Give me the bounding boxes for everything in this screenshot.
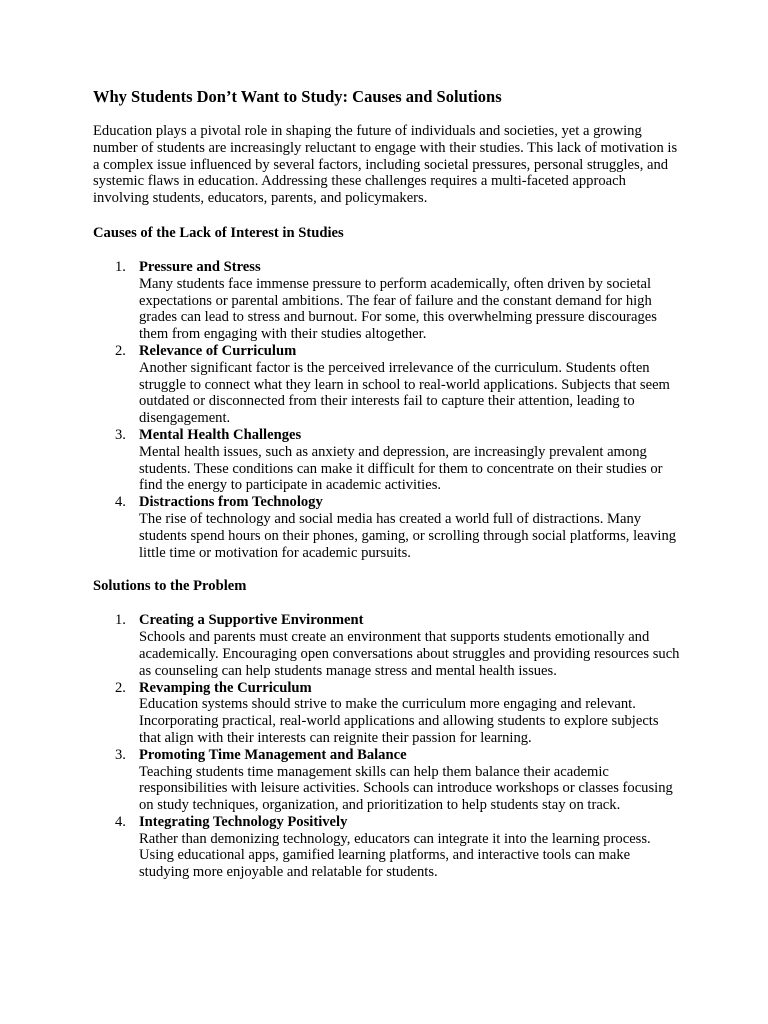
solutions-list — [93, 612, 683, 881]
list-item-number: 2. — [115, 342, 126, 359]
list-item-body: Schools and parents must create an environment that supports students emotionally and academically. Encouraging open conversations about struggles and providing resources such as counseling can help students manage stress and mental health issues. — [139, 629, 680, 679]
document-page — [93, 86, 683, 898]
list-item — [93, 427, 683, 494]
list-item — [93, 343, 683, 427]
list-item-body: Another significant factor is the perceived irrelevance of the curriculum. Students often struggle to connect what they learn in school to real-world applications. Subjects that seem outdated or disconnected from their interests fail to capture their attention, leading to disengagement. — [139, 359, 670, 427]
list-item-title: Distractions from Technology — [139, 494, 323, 511]
solutions-heading: Solutions to the Problem — [93, 578, 247, 595]
list-item-body: The rise of technology and social media has created a world full of distractions. Many students spend hours on their phones, gaming, or scrolling through social platforms, leaving little time or motivation for academic pursuits. — [139, 510, 677, 561]
list-item-body: Many students face immense pressure to perform academically, often driven by societal expectations or parental ambitions. The fear of failure and the constant demand for high grades can lead to stress and burnout. For some, this overwhelming pressure discourages them from engaging with their studies altogether. — [139, 275, 657, 343]
list-item-body: Rather than demonizing technology, educators can integrate it into the learning process. Using educational apps, gamified learning platforms, and interactive tools can make studying more enjoyable and relatable for students. — [139, 830, 651, 881]
list-item-number: 3. — [115, 746, 126, 763]
intro-paragraph: Education plays a pivotal role in shaping the future of individuals and societies, yet a growing number of students are increasingly reluctant to engage with their studies. This lack of motivation is a complex issue influenced by several factors, including societal pressures, personal struggles, and systemic flaws in education. Addressing these challenges requires a multi-faceted approach involving students, educators, parents, and policymakers. — [93, 123, 678, 207]
list-item-title: Revamping the Curriculum — [139, 679, 312, 696]
list-item — [93, 814, 683, 881]
document-title: Why Students Don’t Want to Study: Causes and Solutions — [93, 87, 502, 106]
list-item-body: Teaching students time management skills can help them balance their academic responsibilities with leisure activities. Schools can introduce workshops or classes focusing on study techniques, organization, and prioritization to help students stay on track. — [139, 763, 673, 814]
list-item-body: Education systems should strive to make the curriculum more engaging and relevant. Incorporating practical, real-world applications and allowing students to explore subjects that align with their interests can reignite their passion for learning. — [139, 696, 659, 746]
list-item-number: 1. — [115, 258, 126, 275]
list-item-title: Creating a Supportive Environment — [139, 612, 364, 629]
list-item-title: Integrating Technology Positively — [139, 813, 348, 830]
list-item-body: Mental health issues, such as anxiety and depression, are increasingly prevalent among students. These conditions can make it difficult for them to concentrate on their studies or find the energy to participate in academic activities. — [139, 443, 663, 494]
list-item-number: 1. — [115, 612, 126, 629]
list-item — [93, 494, 683, 561]
list-item-number: 2. — [115, 679, 126, 696]
list-item-title: Mental Health Challenges — [139, 426, 302, 443]
causes-list — [93, 259, 683, 561]
list-item-title: Promoting Time Management and Balance — [139, 746, 407, 763]
list-item — [93, 259, 683, 343]
list-item — [93, 747, 683, 814]
list-item-number: 4. — [115, 813, 126, 830]
list-item — [93, 612, 683, 679]
list-item-number: 3. — [115, 426, 126, 443]
causes-heading: Causes of the Lack of Interest in Studies — [93, 224, 344, 241]
list-item-title: Pressure and Stress — [139, 258, 261, 275]
list-item-number: 4. — [115, 494, 126, 511]
list-item-title: Relevance of Curriculum — [139, 342, 297, 359]
list-item — [93, 680, 683, 747]
